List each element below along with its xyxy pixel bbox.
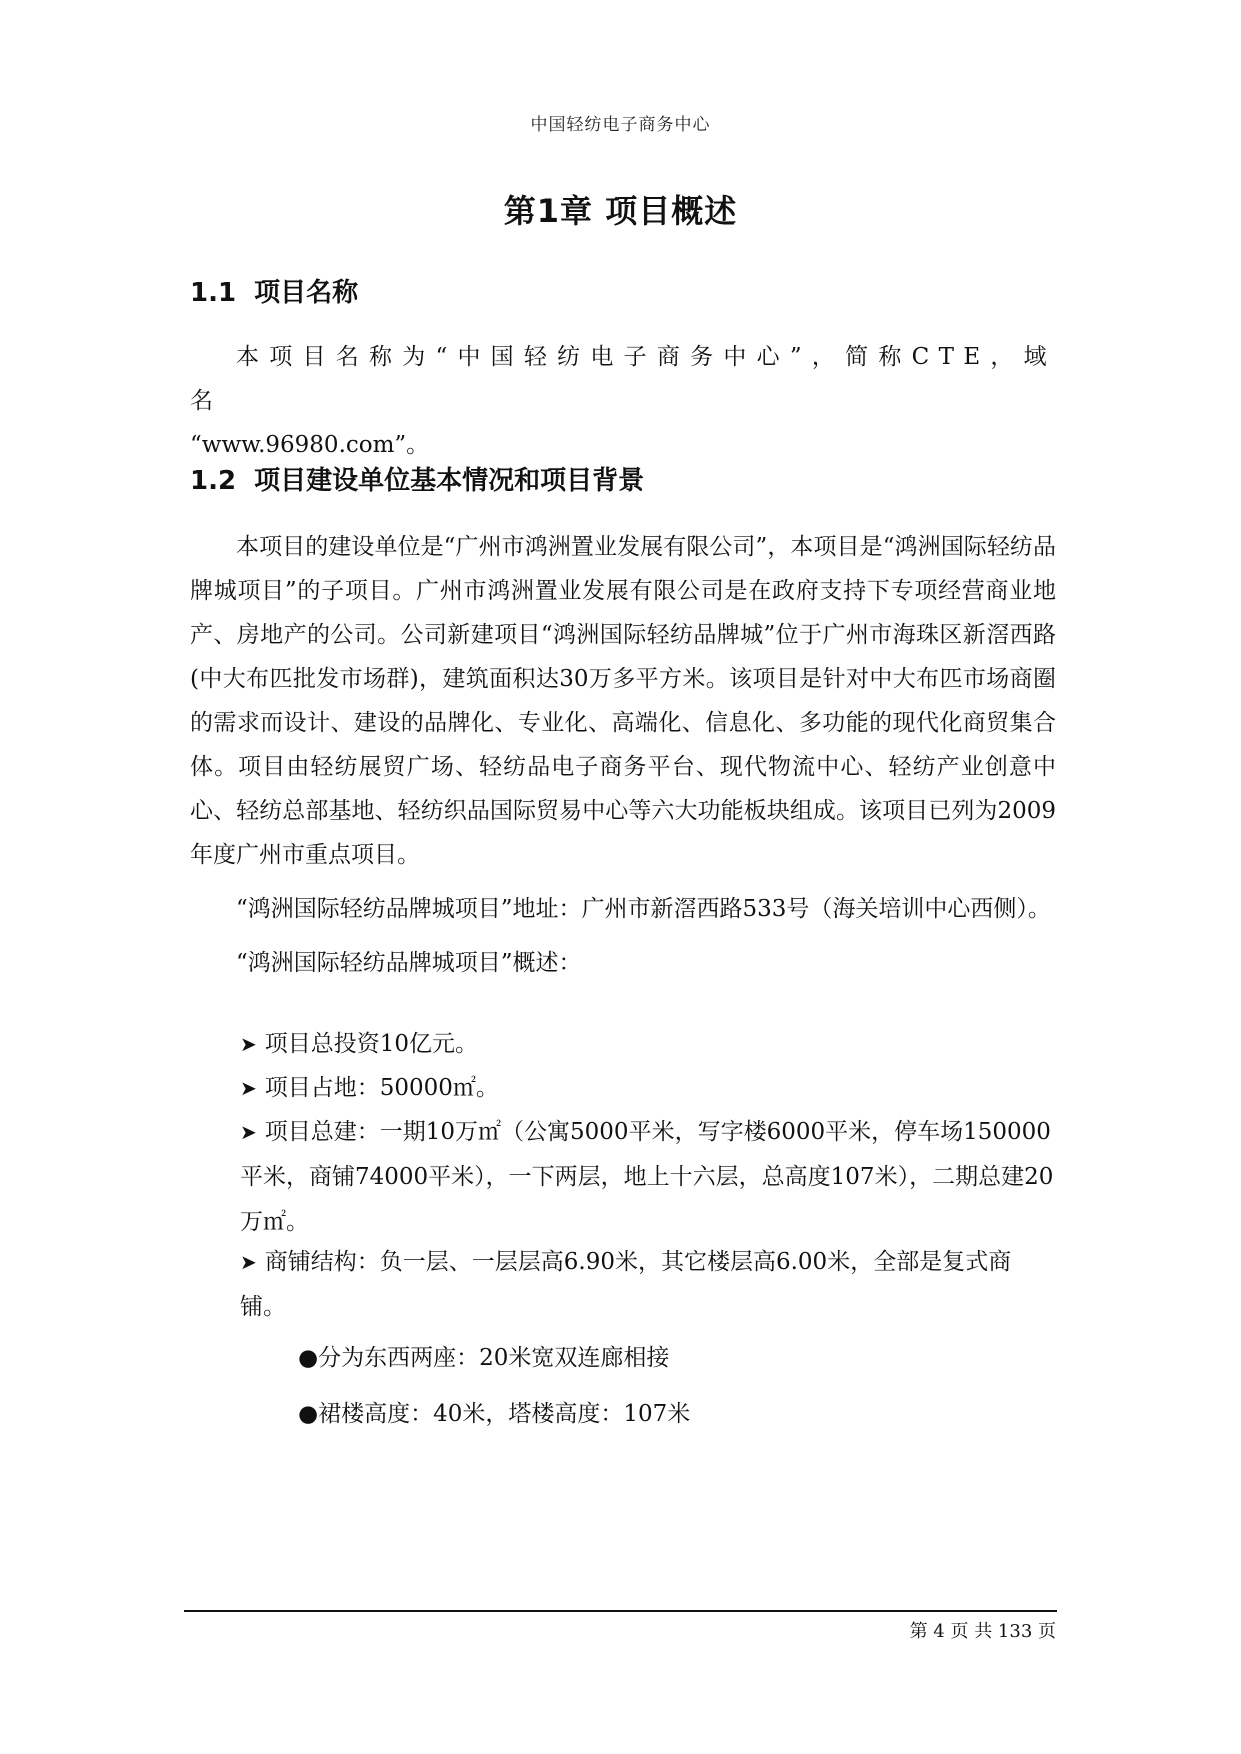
arrowhead-icon: ➤ [240, 1076, 257, 1100]
filled-circle-icon: ● [298, 1345, 319, 1371]
section-heading-1-1 [190, 272, 358, 309]
paragraph: “鸿洲国际轻纺品牌城项目”概述： [236, 950, 582, 976]
bullet-item: ➤ 项目占地：50000㎡。 [240, 1075, 499, 1101]
section-heading-1-2 [190, 460, 644, 497]
footer-rule [184, 1610, 1057, 1612]
page-header: 中国轻纺电子商务中心 [530, 115, 711, 135]
section-1-1-body [190, 335, 1056, 467]
section-number: 1.1 [190, 278, 237, 308]
bullet-item: ➤ 项目总投资10亿元。 [240, 1031, 479, 1057]
bullet-item: ➤ 项目总建：一期10万㎡（公寓5000平米，写字楼6000平米，停车场150000平米，商铺74000平米），一下两层，地上十六层，总高度107米），二期总建20万㎡。 [240, 1119, 1054, 1235]
dot-list-item: ●分为东西两座：20米宽双连廊相接 [298, 1345, 670, 1371]
paragraph: 本项目的建设单位是“广州市鸿洲置业发展有限公司”，本项目是“鸿洲国际轻纺品牌城项目”的子项目。广州市鸿洲置业发展有限公司是在政府支持下专项经营商业地产、房地产的公司。公司新建项目“鸿洲国际轻纺品牌城”位于广州市海珠区新滘西路(中大布匹批发市场群)，建筑面积达30万多平方米。该项目是针对中大布匹市场商圈的需求而设计、建设的品牌化、专业化、高端化、信息化、多功能的现代化商贸集合体。项目由轻纺展贸广场、轻纺品电子商务平台、现代物流中心、轻纺产业创意中心、轻纺总部基地、轻纺织品国际贸易中心等六大功能板块组成。该项目已列为2009年度广州市重点项目。 [190, 534, 1056, 868]
section-1-2-body [190, 525, 1056, 985]
section-title: 项目建设单位基本情况和项目背景 [254, 466, 645, 496]
dot-list-item: ●裙楼高度：40米，塔楼高度：107米 [298, 1401, 691, 1427]
arrowhead-icon: ➤ [240, 1120, 257, 1144]
filled-circle-icon: ● [298, 1401, 319, 1427]
chapter-title: 第1章 项目概述 [503, 192, 738, 230]
section-number: 1.2 [190, 466, 237, 496]
paragraph: “www.96980.com”。 [190, 432, 430, 458]
paragraph: 本项目名称为“中国轻纺电子商务中心”，简称CTE，域名 [190, 344, 1056, 414]
page-number: 第 4 页 共 133 页 [909, 1621, 1056, 1642]
bullet-item: ➤ 商铺结构：负一层、一层层高6.90米，其它楼层高6.00米，全部是复式商铺。 [240, 1249, 1012, 1320]
arrowhead-icon: ➤ [240, 1032, 257, 1056]
arrowhead-icon: ➤ [240, 1250, 257, 1274]
section-title: 项目名称 [254, 278, 359, 308]
paragraph: “鸿洲国际轻纺品牌城项目”地址：广州市新滘西路533号（海关培训中心西侧）。 [236, 896, 1051, 922]
